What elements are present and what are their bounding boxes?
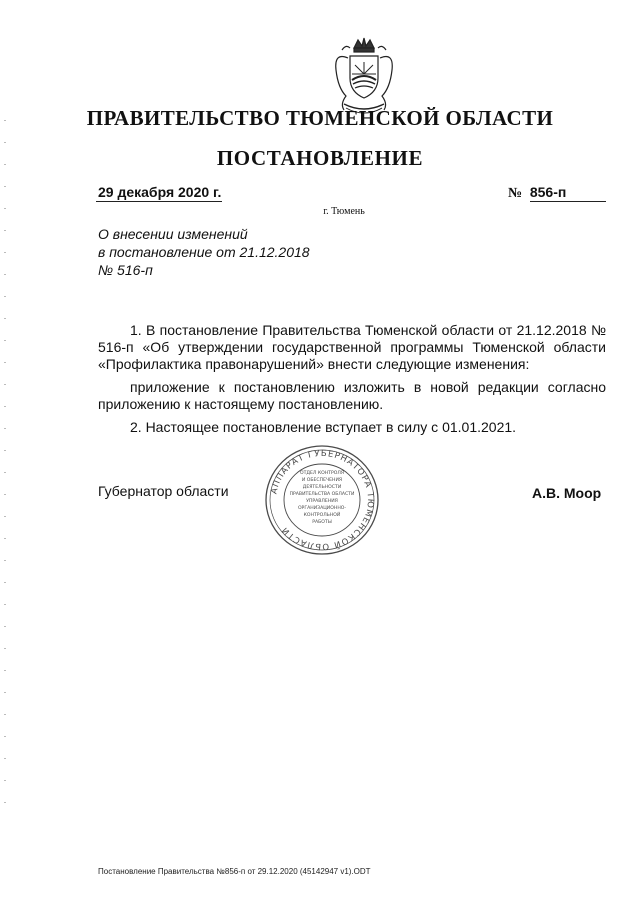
document-type: ПОСТАНОВЛЕНИЕ bbox=[216, 146, 424, 170]
stamp-line: РАБОТЫ bbox=[312, 520, 332, 525]
signer-name: А.В. Моор bbox=[532, 485, 602, 501]
document-city: г. Тюмень bbox=[323, 206, 365, 217]
document-date: 29 декабря 2020 г. bbox=[98, 184, 222, 200]
stamp-line: КОНТРОЛЬНОЙ bbox=[303, 513, 341, 518]
subject-line: О внесении изменений bbox=[98, 226, 248, 242]
stamp-line: УПРАВЛЕНИЯ bbox=[306, 499, 338, 504]
document-number bbox=[508, 184, 566, 202]
document-subject bbox=[98, 225, 310, 279]
paragraph-2: приложение к постановлению изложить в новой редакции согласно приложению к настоящему постановлению. bbox=[98, 379, 606, 412]
subject-line: № 516-п bbox=[98, 262, 153, 278]
stamp-line: ОТДЕЛ КОНТРОЛЯ bbox=[300, 471, 344, 476]
paragraph-3: 2. Настоящее постановление вступает в силу с 01.01.2021. bbox=[130, 419, 517, 435]
number-underline bbox=[530, 201, 606, 202]
stamp-line: И ОБЕСПЕЧЕНИЯ bbox=[301, 478, 343, 483]
stamp-ring-text: АППАРАТ ГУБЕРНАТОРА ТЮМЕНСКОЙ ОБЛАСТИ bbox=[269, 448, 376, 552]
footer-filename: Постановление Правительства №856-п от 29.12.2020 (45142947 v1).ODT bbox=[98, 867, 371, 876]
paragraph-1: 1. В постановление Правительства Тюменской области от 21.12.2018 № 516-п «Об утверждении государственной программы Тюменской области «Профилактика правонарушений» внести следующие изменения: bbox=[98, 322, 606, 372]
number-value: 856-п bbox=[529, 184, 567, 200]
official-stamp-icon bbox=[264, 444, 380, 556]
signer-position: Губернатор области bbox=[98, 483, 229, 499]
scan-margin-marks bbox=[4, 120, 6, 820]
organization-title: ПРАВИТЕЛЬСТВО ТЮМЕНСКОЙ ОБЛАСТИ bbox=[86, 106, 554, 130]
date-underline bbox=[96, 201, 222, 202]
stamp-line: ОРГАНИЗАЦИОННО- bbox=[297, 506, 347, 511]
subject-line: в постановление от 21.12.2018 bbox=[98, 244, 310, 260]
stamp-line: ПРАВИТЕЛЬСТВА ОБЛАСТИ bbox=[289, 492, 355, 497]
document-body bbox=[98, 322, 606, 442]
number-sign: № bbox=[508, 186, 523, 201]
stamp-line: ДЕЯТЕЛЬНОСТИ bbox=[302, 485, 342, 490]
